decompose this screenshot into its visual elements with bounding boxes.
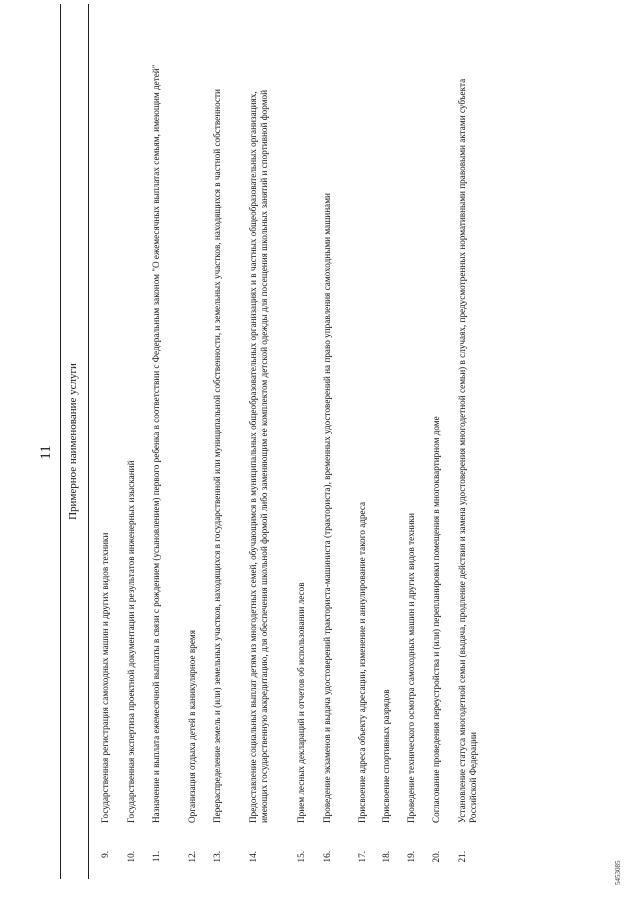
row-number: 17. — [357, 851, 367, 863]
service-name: Прием лесных деклараций и отчетов об использовании лесов — [296, 582, 306, 823]
service-name: Присвоение адреса объекту адресации, изменение и аннулирование такого адреса — [357, 501, 367, 823]
service-name: Установление статуса многодетной семьи (выдача, продление действия и замена удостоверения многодетной семьи) в случаях, предусмотренных нормативными правовыми актами субъекта Российской Федерации — [457, 78, 478, 823]
row-number: 16. — [322, 851, 332, 863]
service-name: Назначение и выплата ежемесячной выплаты в связи с рождением (усыновлением) первого ребенка в соответствии с Федеральным законом "О ежемесячных выплатах семьям, имеющим детей" — [151, 64, 161, 823]
row-number: 14. — [248, 851, 258, 863]
row-number: 20. — [431, 851, 441, 863]
service-name: Перераспределение земель и (или) земельных участков, находящихся в государственной или муниципальной собственности, и земельных участков, находящихся в частной собственности — [212, 89, 222, 823]
service-name: Проведение технического осмотра самоходных машин и других видов техники — [406, 513, 416, 823]
service-name: Государственная экспертиза проектной документации и результатов инженерных изысканий — [126, 460, 136, 823]
page-number: 11 — [38, 445, 54, 460]
service-name: Предоставление социальных выплат детям из многодетных семей, обучающимся в муниципальных общеобразовательных организациях и в частных общеобразовательных организациях, имеющих государственную аккредитацию, для обеспечения школьной формой либо заменяющим ее комплектом детской одежды для посещения школьных занятий и спортивной формой — [248, 89, 269, 823]
row-number: 19. — [406, 851, 416, 863]
document-code: 5453085 — [614, 860, 622, 885]
row-number: 12. — [187, 851, 197, 863]
row-number: 10. — [126, 851, 136, 863]
table-header-rule — [88, 4, 89, 879]
service-name: Присвоение спортивных разрядов — [381, 689, 391, 823]
row-number: 18. — [381, 851, 391, 863]
table-top-rule — [60, 4, 61, 879]
row-number: 21. — [457, 851, 467, 863]
service-name: Организация отдыха детей в каникулярное время — [187, 630, 197, 823]
row-number: 15. — [296, 851, 306, 863]
column-header-service-name: Примерное наименование услуги — [67, 363, 79, 520]
service-name: Согласование проведения переустройства и (или) перепланировки помещения в многоквартирном доме — [431, 416, 441, 823]
service-name: Проведение экзаменов и выдача удостоверений тракториста-машиниста (тракториста), временных удостоверений на право управления самоходными машинами — [322, 193, 332, 823]
service-name: Государственная регистрация самоходных машин и других видов техники — [100, 532, 110, 823]
row-number: 11. — [151, 851, 161, 863]
row-number: 9. — [100, 851, 110, 858]
row-number: 13. — [212, 851, 222, 863]
